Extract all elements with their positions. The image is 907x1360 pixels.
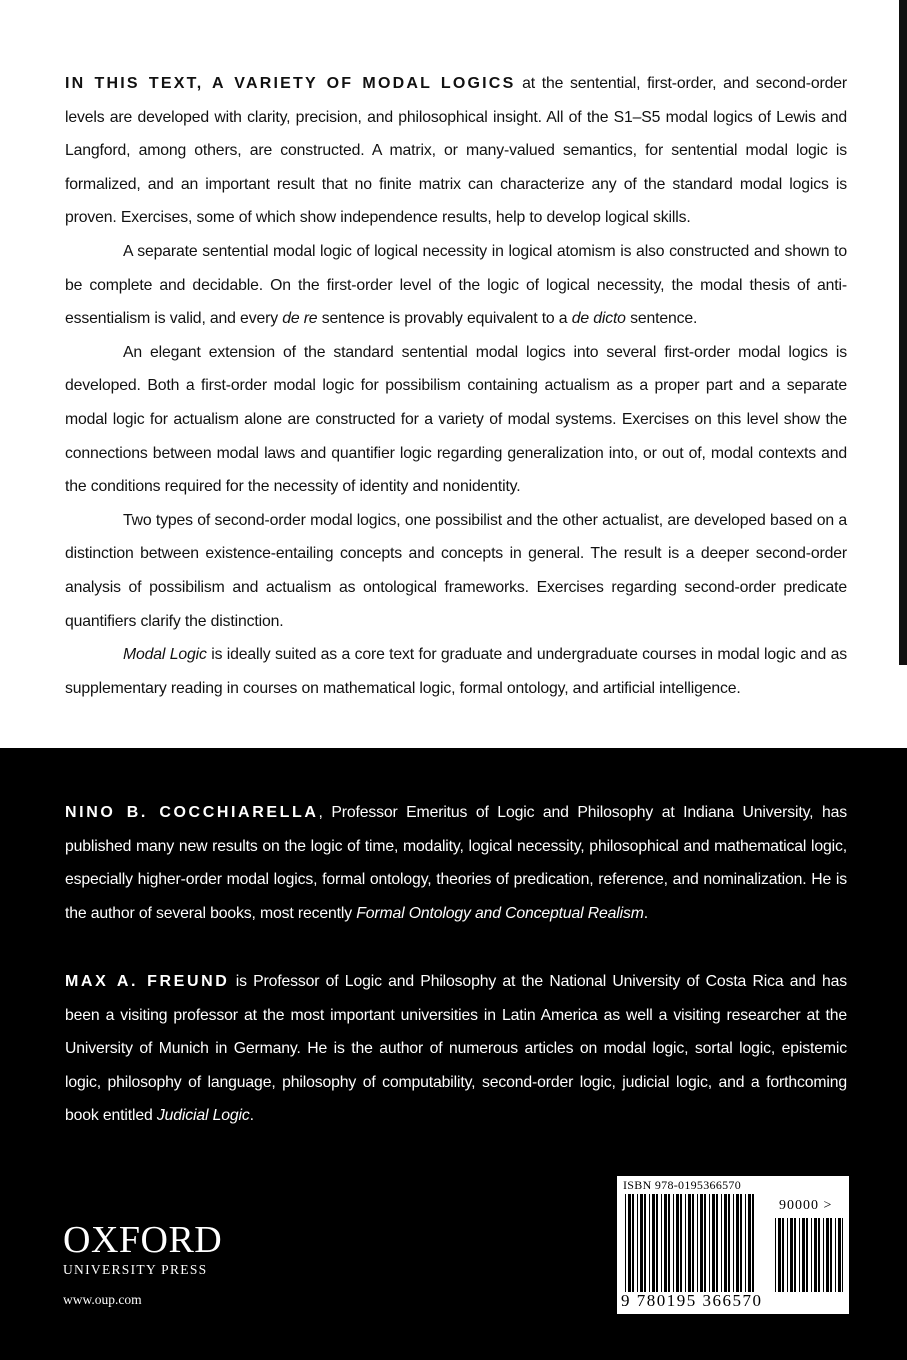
description-paragraph-1: IN THIS TEXT, A VARIETY OF MODAL LOGICS at the sentential, first-order, and second-order levels are developed with clarity, precision, and philosophical insight. All of the S1–S5 modal logics of Lewis and Langford, among others, are constructed. A matrix, or many-valued semantics, for sentential modal logic is formalized, and an important result that no finite matrix can characterize any of the standard modal logics is proven. Exercises, some of which show independence results, help to develop logical skills.	[65, 75, 847, 227]
barcode-bar	[811, 1218, 812, 1292]
barcode-bar	[649, 1194, 650, 1292]
publisher-subtitle: UNIVERSITY PRESS	[63, 1262, 208, 1277]
barcode-bar	[733, 1194, 734, 1292]
barcode-bar	[704, 1194, 706, 1292]
barcode-bar	[787, 1218, 788, 1292]
author-bio-panel	[0, 748, 907, 1360]
barcode-bar	[745, 1194, 746, 1292]
barcode-bar	[830, 1218, 832, 1292]
isbn-digits: 9 780195 366570	[621, 1291, 763, 1310]
publisher-url: www.oup.com	[63, 1292, 142, 1307]
barcode-bar	[676, 1194, 679, 1292]
description-paragraph-2: A separate sentential modal logic of logical necessity in logical atomism is also constructed and shown to be complete and decidable. On the first-order level of the logic of logical necessity, the modal thesis of anti-essentialism is valid, and every de re sentence is provably equivalent to a de dicto sentence.	[65, 242, 847, 328]
isbn-barcode	[617, 1176, 849, 1314]
barcode-bar	[806, 1218, 808, 1292]
description-paragraph-5: Modal Logic is ideally suited as a core text for graduate and undergraduate courses in modal logic and as supplementary reading in courses on mathematical logic, formal ontology, and artificial intelligence.	[65, 646, 847, 697]
isbn-label: ISBN 978-0195366570	[623, 1178, 742, 1192]
author-name: MAX A. FREUND	[65, 973, 230, 990]
barcode-bar	[842, 1218, 843, 1292]
barcode-bar	[664, 1194, 667, 1292]
barcode-bar	[716, 1194, 718, 1292]
barcode-bar	[640, 1194, 643, 1292]
barcode-bar	[794, 1218, 796, 1292]
barcode-bar	[736, 1194, 739, 1292]
barcode-bar	[668, 1194, 670, 1292]
barcode-bar	[661, 1194, 662, 1292]
barcode-bar	[628, 1194, 631, 1292]
barcode-bar	[709, 1194, 710, 1292]
barcode-bar	[826, 1218, 829, 1292]
publisher-name: OXFORD	[63, 1219, 223, 1261]
barcode-bar	[680, 1194, 682, 1292]
barcode-bar	[637, 1194, 638, 1292]
barcode-bar	[790, 1218, 793, 1292]
barcode-bar	[775, 1218, 776, 1292]
spine-edge	[899, 0, 907, 665]
barcode-bar	[782, 1218, 784, 1292]
barcode-bar	[712, 1194, 715, 1292]
barcode-bar	[740, 1194, 742, 1292]
barcode-bar	[700, 1194, 703, 1292]
barcode-bar	[625, 1194, 626, 1292]
description-paragraph-4: Two types of second-order modal logics, one possibilist and the other actualist, are developed based on a distinction between existence-entailing concepts and concepts in general. The result is a deeper second-order analysis of possibilism and actualism as ontological frameworks. Exercises regarding second-order predicate quantifiers clarify the distinction.	[65, 511, 847, 630]
barcode-bar	[724, 1194, 727, 1292]
barcode-bar	[721, 1194, 722, 1292]
barcode-bar	[802, 1218, 805, 1292]
author-name: NINO B. COCCHIARELLA	[65, 804, 319, 821]
barcode-bar	[799, 1218, 800, 1292]
barcode-bar	[632, 1194, 634, 1292]
barcode-bar	[673, 1194, 674, 1292]
oxford-logo	[63, 1220, 222, 1278]
barcode-bar	[692, 1194, 694, 1292]
barcode-bar	[778, 1218, 781, 1292]
barcode-bar	[814, 1218, 817, 1292]
barcode-bar	[688, 1194, 691, 1292]
barcode-bar	[644, 1194, 646, 1292]
barcode-bar	[685, 1194, 686, 1292]
barcode-bar	[835, 1218, 836, 1292]
barcode-bar	[748, 1194, 751, 1292]
barcode-bar	[818, 1218, 820, 1292]
barcode-bar	[652, 1194, 655, 1292]
book-description	[65, 67, 847, 705]
barcode-bar	[728, 1194, 730, 1292]
barcode-bar	[823, 1218, 824, 1292]
price-code: 90000 >	[779, 1198, 833, 1213]
barcode-bar	[752, 1194, 754, 1292]
author-bio-freund: MAX A. FREUND is Professor of Logic and Philosophy at the National University of Costa Rica and has been a visiting professor at the most important universities in Latin America as well a visiting researcher at the University of Munich in Germany. He is the author of numerous articles on modal logic, sortal logic, epistemic logic, philosophy of language, philosophy of computability, second-order logic, judicial logic, and a forthcoming book entitled Judicial Logic.	[65, 973, 847, 1125]
barcode-bar	[838, 1218, 841, 1292]
description-paragraph-3: An elegant extension of the standard sentential modal logics into several first-order modal logics is developed. Both a first-order modal logic for possibilism containing actualism as a proper part and a separate modal logic for actualism alone are constructed for a variety of modal systems. Exercises on this level show the connections between modal laws and quantifier logic regarding generalization into, or out of, modal contexts and the conditions required for the necessity of identity and nonidentity.	[65, 343, 847, 496]
author-bio-cocchiarella: NINO B. COCCHIARELLA, Professor Emeritus of Logic and Philosophy at Indiana University, has published many new results on the logic of time, modality, logical necessity, philosophical and mathematical logic, especially higher-order modal logics, formal ontology, theories of predication, reference, and nominalization. He is the author of several books, most recently Formal Ontology and Conceptual Realism.	[65, 804, 847, 922]
barcode-bar	[656, 1194, 658, 1292]
description-lead: IN THIS TEXT, A VARIETY OF MODAL LOGICS	[65, 75, 516, 92]
barcode-bar	[697, 1194, 698, 1292]
